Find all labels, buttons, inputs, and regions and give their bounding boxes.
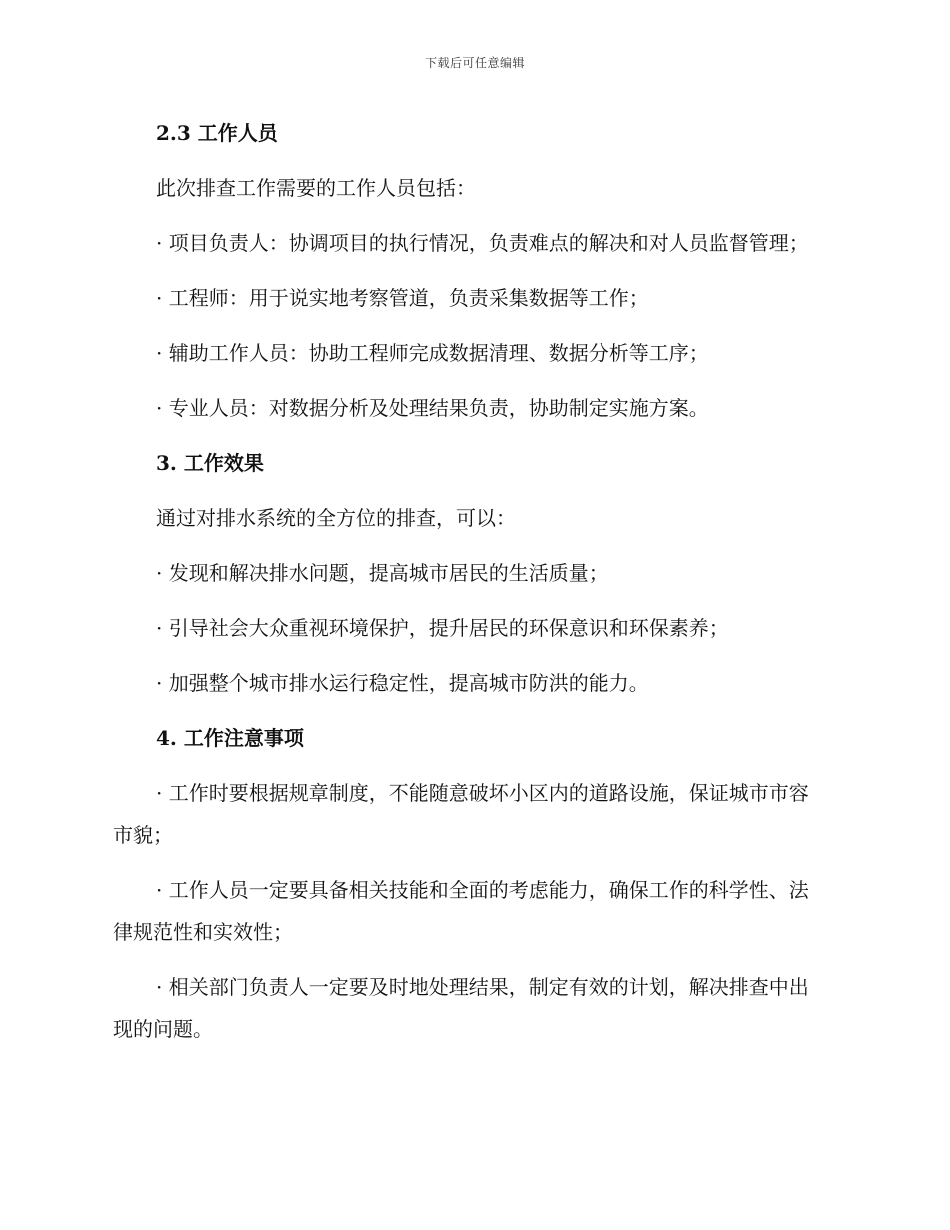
- list-item: · 工作时要根据规章制度，不能随意破坏小区内的道路设施，保证城市市容市貌；: [113, 781, 809, 847]
- section-heading: 2.3 工作人员: [156, 121, 278, 145]
- document-body: [113, 112, 825, 1063]
- list-item: · 相关部门负责人一定要及时地处理结果，制定有效的计划，解决排查中出现的问题。: [113, 975, 809, 1041]
- paragraph: 通过对排水系统的全方位的排查，可以：: [156, 506, 516, 530]
- paragraph: 此次排查工作需要的工作人员包括：: [156, 176, 476, 200]
- page-header: 下载后可任意编辑: [424, 56, 525, 70]
- list-item: · 辅助工作人员：协助工程师完成数据清理、数据分析等工序；: [156, 341, 709, 365]
- list-item: · 项目负责人：协调项目的执行情况，负责难点的解决和对人员监督管理；: [156, 231, 809, 255]
- list-item: · 工程师：用于说实地考察管道，负责采集数据等工作；: [156, 286, 649, 310]
- section-heading: 4. 工作注意事项: [156, 726, 304, 750]
- list-item: · 专业人员：对数据分析及处理结果负责，协助制定实施方案。: [156, 396, 709, 420]
- section-heading: 3. 工作效果: [156, 451, 264, 475]
- list-item: · 发现和解决排水问题，提高城市居民的生活质量；: [156, 561, 609, 585]
- list-item: · 工作人员一定要具备相关技能和全面的考虑能力，确保工作的科学性、法律规范性和实效性；: [113, 878, 809, 944]
- list-item: · 加强整个城市排水运行稳定性，提高城市防洪的能力。: [156, 671, 649, 695]
- list-item: · 引导社会大众重视环境保护，提升居民的环保意识和环保素养；: [156, 616, 729, 640]
